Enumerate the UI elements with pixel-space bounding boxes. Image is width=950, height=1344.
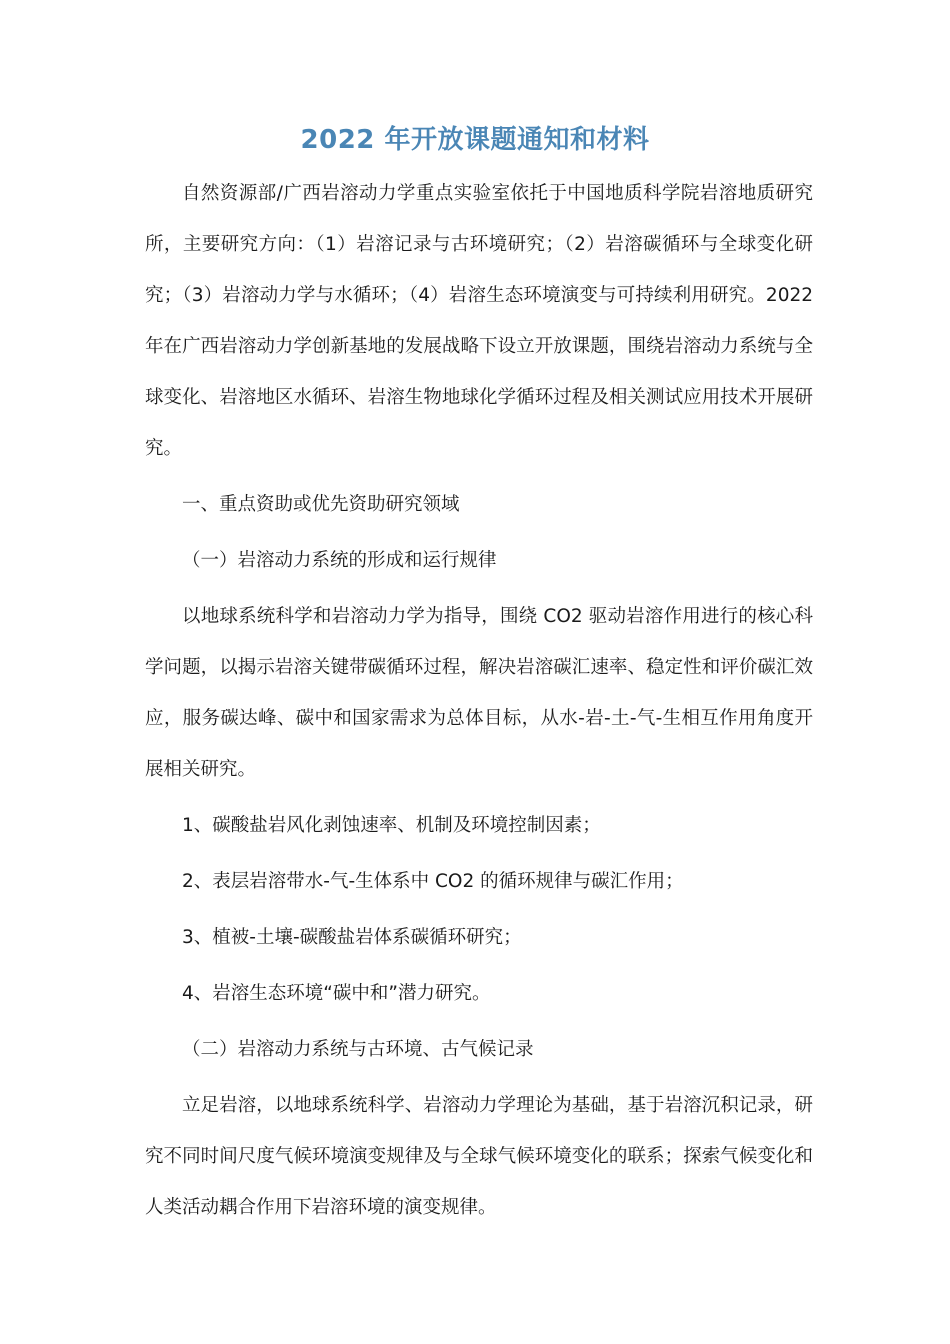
list-item: 4、岩溶生态环境“碳中和”潜力研究。: [182, 983, 491, 1004]
body-paragraph: 立足岩溶，以地球系统科学、岩溶动力学理论为基础，基于岩溶沉积记录，研究不同时间尺度气候环境演变规律及与全球气候环境变化的联系；探索气候变化和人类活动耦合作用下岩溶环境的演变规律。: [145, 1095, 813, 1218]
list-item: 3、植被-土壤-碳酸盐岩体系碳循环研究；: [182, 927, 522, 948]
subsection-heading-2: （二）岩溶动力系统与古环境、古气候记录: [182, 1039, 534, 1060]
section-heading-1: 一、重点资助或优先资助研究领域: [182, 494, 460, 515]
body-paragraph: 以地球系统科学和岩溶动力学为指导，围绕 CO2 驱动岩溶作用进行的核心科学问题，以揭示岩溶关键带碳循环过程，解决岩溶碳汇速率、稳定性和评价碳汇效应，服务碳达峰、碳中和国家需求为总体目标，从水-岩-土-气-生相互作用角度开展相关研究。: [145, 606, 813, 780]
list-item: 2、表层岩溶带水-气-生体系中 CO2 的循环规律与碳汇作用；: [182, 871, 684, 892]
document-title: 2022 年开放课题通知和材料: [300, 125, 650, 155]
subsection-heading-1: （一）岩溶动力系统的形成和运行规律: [182, 550, 497, 571]
document-body: [145, 168, 813, 1238]
intro-paragraph: 自然资源部/广西岩溶动力学重点实验室依托于中国地质科学院岩溶地质研究所，主要研究方向：（1）岩溶记录与古环境研究；（2）岩溶碳循环与全球变化研究；（3）岩溶动力学与水循环；（4）岩溶生态环境演变与可持续利用研究。2022 年在广西岩溶动力学创新基地的发展战略下设立开放课题，围绕岩溶动力系统与全球变化、岩溶地区水循环、岩溶生物地球化学循环过程及相关测试应用技术开展研究。: [145, 183, 813, 459]
list-item: 1、碳酸盐岩风化剥蚀速率、机制及环境控制因素；: [182, 815, 601, 836]
